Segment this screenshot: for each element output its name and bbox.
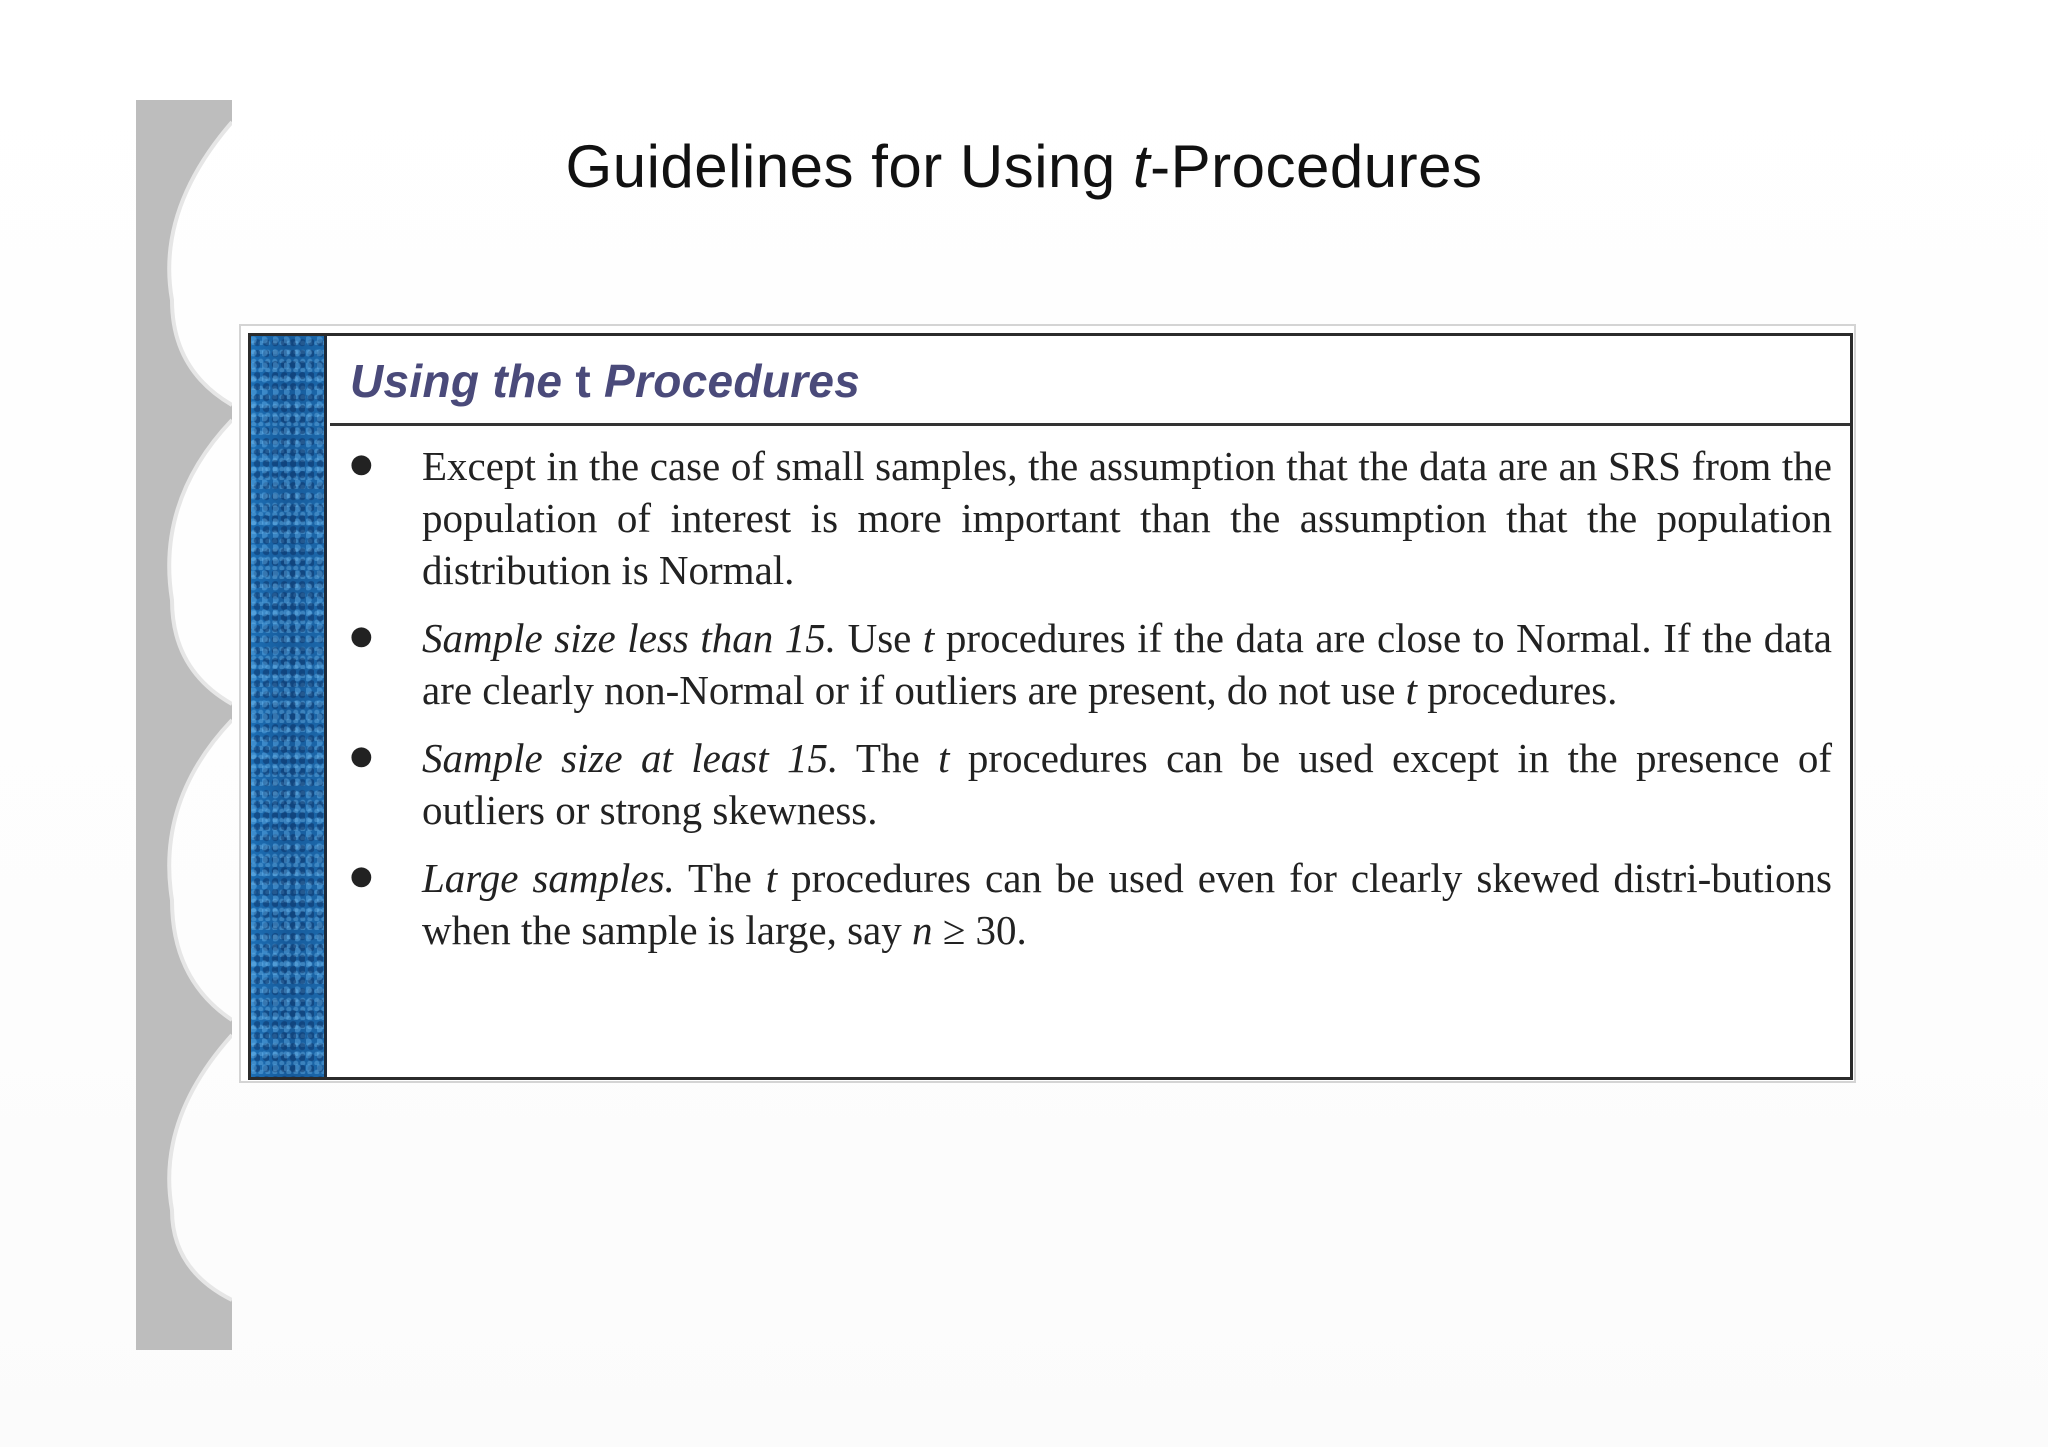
guideline-part: procedures. [1417, 667, 1618, 713]
guideline-part: procedures can be used except in the presence of outliers or strong skewness. [422, 735, 1832, 833]
slide-title-post: -Procedures [1150, 133, 1483, 200]
bullet-icon: ● [350, 861, 373, 891]
guideline-variable: t [922, 615, 935, 661]
box-title-variable: t [562, 355, 591, 407]
box-title-pre: Using the [350, 355, 563, 407]
guideline-item [330, 852, 1850, 956]
textbook-box [248, 333, 1853, 1080]
guideline-part: Use [836, 615, 923, 661]
slide-title-variable: t [1132, 133, 1151, 200]
bullet-icon: ● [350, 741, 373, 771]
guideline-lead: Large samples. [422, 855, 675, 901]
guideline-part: procedures if the data are close to Normal. If the data are clearly non-Normal or if outliers are present, do not use [422, 615, 1833, 713]
slide-title [0, 132, 2048, 201]
box-title-post: Procedures [590, 355, 861, 407]
guideline-part: The [674, 855, 766, 901]
guideline-lead: Sample size less than 15. [422, 615, 837, 661]
guideline-part: The [838, 735, 939, 781]
guideline-item [330, 440, 1850, 596]
slide-title-pre: Guidelines for Using [565, 133, 1133, 200]
guideline-part: procedures can be used even for clearly skewed distri-butions when the sample is large, say [422, 855, 1832, 953]
guideline-text [422, 612, 1832, 716]
bullet-icon: ● [350, 621, 373, 651]
guideline-text [422, 732, 1832, 836]
guideline-item [330, 732, 1850, 836]
scalloped-side-decoration [136, 100, 232, 1350]
guideline-part: ≥ 30. [932, 907, 1027, 953]
guideline-item [330, 612, 1850, 716]
guideline-variable: n [911, 907, 933, 953]
guideline-list [330, 440, 1850, 972]
box-header [330, 336, 1850, 426]
guideline-text [422, 440, 1832, 596]
guideline-variable: t [938, 735, 950, 781]
guideline-variable: t [1405, 667, 1418, 713]
guideline-part: Except in the case of small samples, the assumption that the data are an SRS from the population of interest is more important than the assumption that the population distribution is Normal. [422, 443, 1832, 593]
guideline-text [422, 852, 1832, 956]
guideline-variable: t [765, 855, 778, 901]
guideline-lead: Sample size at least 15. [422, 735, 839, 781]
box-title [350, 354, 860, 408]
blue-texture-stripe [251, 336, 327, 1077]
bullet-icon: ● [350, 449, 373, 479]
